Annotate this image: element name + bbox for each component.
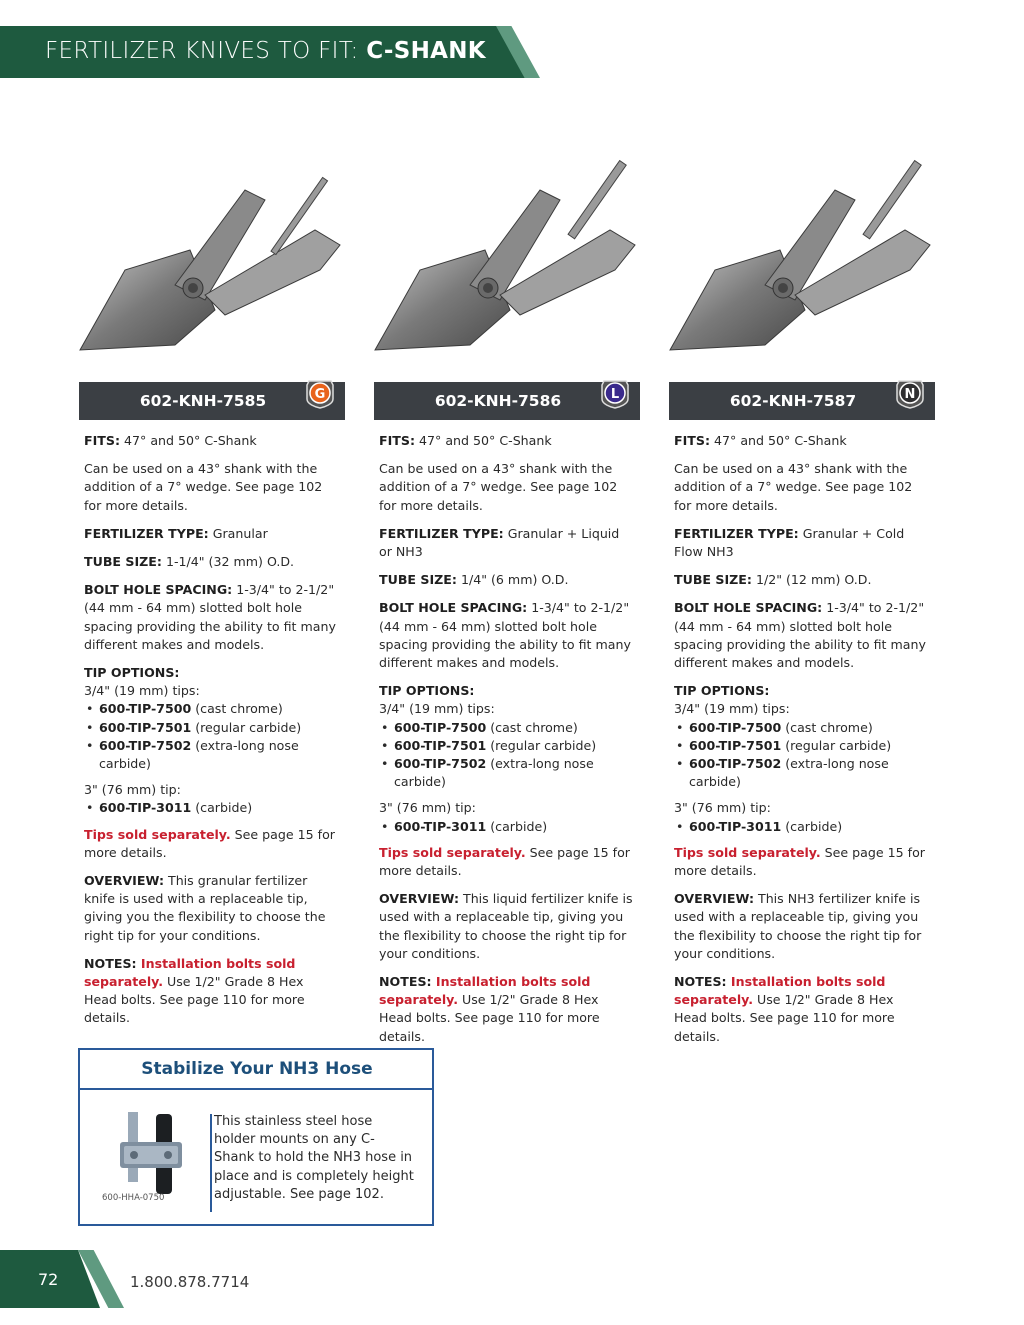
overview: OVERVIEW: This NH3 fertilizer knife is used with a replaceable tip, giving you the flexibility to choose the right tip for your conditions. xyxy=(674,891,922,961)
product-sku: 602-KNH-7586 xyxy=(434,392,562,410)
tip-options-large: 3" (76 mm) tip: • 600-TIP-3011 (carbide) xyxy=(84,781,340,817)
phone-number: 1.800.878.7714 xyxy=(130,1273,250,1291)
tip-option: • 600-TIP-7500 (cast chrome) xyxy=(84,700,340,718)
product-column xyxy=(669,382,935,1056)
tip-options: TIP OPTIONS: 3/4" (19 mm) tips: • 600-TIP-7500 (cast chrome) • 600-TIP-7501 (regular carbide) • 600-TIP-7502 (extra-long nose carbide) xyxy=(84,664,340,773)
knife-image-3 xyxy=(655,150,955,370)
product-sku: 602-KNH-7587 xyxy=(729,392,857,410)
tip-list-large xyxy=(379,818,635,836)
tip-option: • 600-TIP-7502 (extra-long nose carbide) xyxy=(674,755,930,791)
fits: FITS: 47° and 50° C-Shank xyxy=(379,433,552,448)
bolt-hole-spacing: BOLT HOLE SPACING: 1-3/4" to 2-1/2" (44 mm - 64 mm) slotted bolt hole spacing providing the ability to fit many different makes and models. xyxy=(674,600,926,671)
product-sku-bar xyxy=(79,382,345,420)
tip-list-small xyxy=(674,719,930,792)
l-badge-icon xyxy=(600,379,630,409)
product-column xyxy=(374,382,640,1056)
fertilizer-type-badge xyxy=(600,379,630,409)
wedge-note: Can be used on a 43° shank with the addition of a 7° wedge. See page 102 for more details. xyxy=(84,461,323,513)
svg-text:G: G xyxy=(314,387,326,402)
page-number: 72 xyxy=(38,1270,59,1289)
tip-list-large xyxy=(674,818,930,836)
tip-option: • 600-TIP-7501 (regular carbide) xyxy=(674,737,930,755)
notes: NOTES: Installation bolts sold separately. Use 1/2" Grade 8 Hex Head bolts. See page 110 for more details. xyxy=(379,974,600,1044)
tip-option: • 600-TIP-7502 (extra-long nose carbide) xyxy=(84,737,340,773)
tip-option: • 600-TIP-3011 (carbide) xyxy=(674,818,930,836)
n-badge-icon xyxy=(895,379,925,409)
tip-options: TIP OPTIONS: 3/4" (19 mm) tips: • 600-TIP-7500 (cast chrome) • 600-TIP-7501 (regular carbide) • 600-TIP-7502 (extra-long nose carbide) xyxy=(674,682,930,791)
callout-text: This stainless steel hose holder mounts on any C-Shank to hold the NH3 hose in place and is completely height adjustable. See page 102. xyxy=(214,1114,414,1202)
knife-image-2 xyxy=(360,150,660,370)
tube-size: TUBE SIZE: 1-1/4" (32 mm) O.D. xyxy=(84,554,295,570)
tips-sold-note: Tips sold separately. See page 15 for more details. xyxy=(379,844,630,879)
hose-holder-code: 600-HHA-0750 xyxy=(102,1193,165,1203)
tip-options-large: 3" (76 mm) tip: • 600-TIP-3011 (carbide) xyxy=(674,799,930,835)
fertilizer-type: FERTILIZER TYPE: Granular + Cold Flow NH3 xyxy=(674,525,905,560)
page-title: FERTILIZER KNIVES TO FIT: C-SHANK xyxy=(45,38,486,64)
callout-title: Stabilize Your NH3 Hose xyxy=(80,1050,432,1090)
page-header xyxy=(0,26,540,78)
svg-text:N: N xyxy=(904,387,916,402)
product-sku-bar xyxy=(374,382,640,420)
tip-option: • 600-TIP-7500 (cast chrome) xyxy=(674,719,930,737)
overview: OVERVIEW: This liquid fertilizer knife is used with a replaceable tip, giving you the flexibility to choose the right tip for your conditions. xyxy=(379,891,633,961)
tips-sold-note: Tips sold separately. See page 15 for more details. xyxy=(674,844,925,879)
tip-list-small xyxy=(84,700,340,773)
tube-size: TUBE SIZE: 1/2" (12 mm) O.D. xyxy=(674,572,872,588)
tip-option: • 600-TIP-7501 (regular carbide) xyxy=(84,719,340,737)
tip-options-large: 3" (76 mm) tip: • 600-TIP-3011 (carbide) xyxy=(379,799,635,835)
product-sku: 602-KNH-7585 xyxy=(139,392,267,410)
notes: NOTES: Installation bolts sold separately. Use 1/2" Grade 8 Hex Head bolts. See page 110 for more details. xyxy=(84,955,305,1026)
page-footer xyxy=(0,1250,130,1308)
g-badge-icon xyxy=(305,379,335,409)
bolt-hole-spacing: BOLT HOLE SPACING: 1-3/4" to 2-1/2" (44 mm - 64 mm) slotted bolt hole spacing providing the ability to fit many different makes and models. xyxy=(84,582,336,652)
svg-text:L: L xyxy=(610,387,620,402)
fits: FITS: 47° and 50° C-Shank xyxy=(674,433,847,448)
tip-option: • 600-TIP-7502 (extra-long nose carbide) xyxy=(379,755,635,791)
tip-list-small xyxy=(379,719,635,792)
tip-list-large xyxy=(84,799,340,817)
product-column xyxy=(79,382,345,1038)
notes: NOTES: Installation bolts sold separately. Use 1/2" Grade 8 Hex Head bolts. See page 110 for more details. xyxy=(674,974,895,1044)
overview: OVERVIEW: This granular fertilizer knife is used with a replaceable tip, giving you the flexibility to choose the right tip for your conditions. xyxy=(84,873,326,943)
product-details xyxy=(374,420,640,1046)
tips-sold-note: Tips sold separately. See page 15 for more details. xyxy=(84,826,335,860)
fertilizer-type: FERTILIZER TYPE: Granular xyxy=(84,525,268,541)
product-sku-bar xyxy=(669,382,935,420)
callout-divider xyxy=(210,1114,212,1212)
product-details xyxy=(669,420,935,1046)
tube-size: TUBE SIZE: 1/4" (6 mm) O.D. xyxy=(379,572,569,588)
product-details xyxy=(79,420,345,1028)
wedge-note: Can be used on a 43° shank with the addition of a 7° wedge. See page 102 for more details. xyxy=(674,461,913,513)
hose-holder-image xyxy=(98,1112,198,1202)
fertilizer-type-badge xyxy=(305,379,335,409)
tip-option: • 600-TIP-3011 (carbide) xyxy=(84,799,340,817)
tip-option: • 600-TIP-7500 (cast chrome) xyxy=(379,719,635,737)
knife-image-1 xyxy=(65,150,365,370)
wedge-note: Can be used on a 43° shank with the addition of a 7° wedge. See page 102 for more details. xyxy=(379,461,618,513)
fertilizer-type: FERTILIZER TYPE: Granular + Liquid or NH3 xyxy=(379,525,620,560)
tip-options: TIP OPTIONS: 3/4" (19 mm) tips: • 600-TIP-7500 (cast chrome) • 600-TIP-7501 (regular carbide) • 600-TIP-7502 (extra-long nose carbide) xyxy=(379,682,635,791)
tip-option: • 600-TIP-7501 (regular carbide) xyxy=(379,737,635,755)
tip-option: • 600-TIP-3011 (carbide) xyxy=(379,818,635,836)
hose-holder-callout xyxy=(78,1048,434,1226)
fits: FITS: 47° and 50° C-Shank xyxy=(84,433,257,448)
fertilizer-type-badge xyxy=(895,379,925,409)
bolt-hole-spacing: BOLT HOLE SPACING: 1-3/4" to 2-1/2" (44 mm - 64 mm) slotted bolt hole spacing providing the ability to fit many different makes and models. xyxy=(379,600,631,671)
